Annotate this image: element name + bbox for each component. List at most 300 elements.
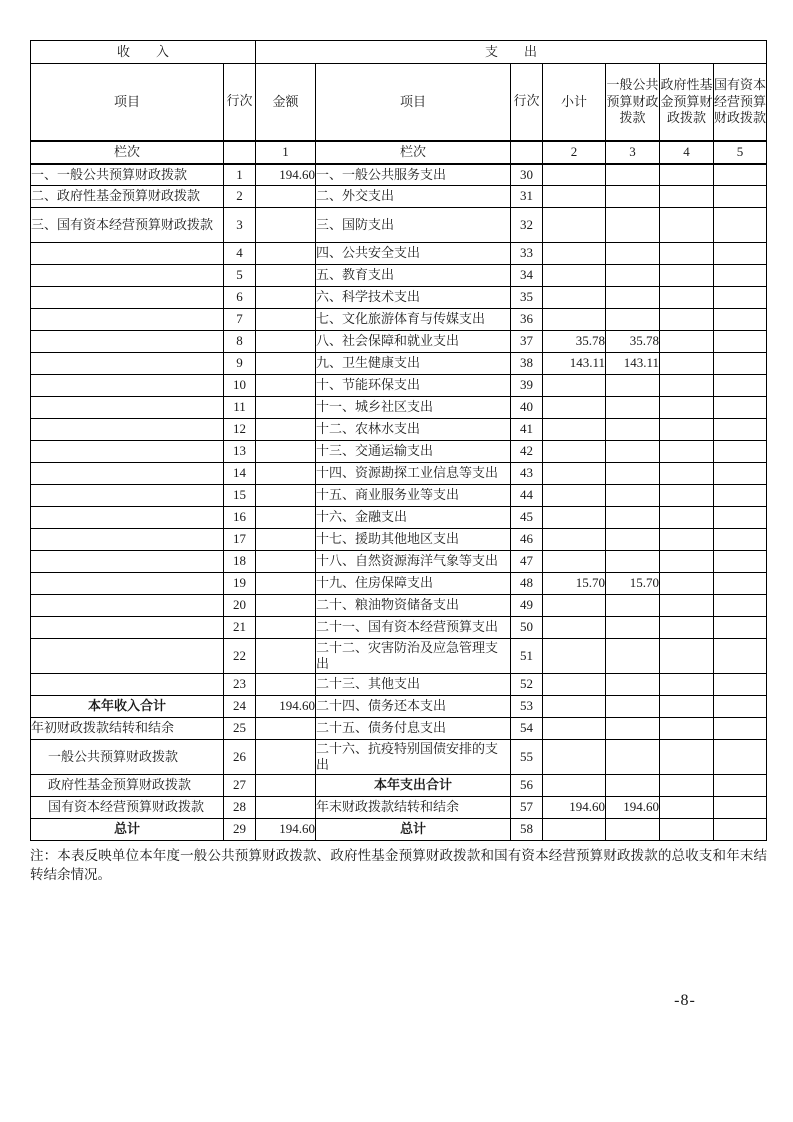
table-row [31,507,767,529]
expense-general-budget-cell [606,265,660,287]
expense-item-cell: 十七、援助其他地区支出 [316,529,511,551]
expense-rowno-cell: 42 [511,441,543,463]
table-row [31,674,767,696]
expense-gov-fund-cell [660,265,714,287]
expense-rowno-cell: 43 [511,463,543,485]
expense-item-cell: 年末财政拨款结转和结余 [316,797,511,819]
expense-subtotal-cell [543,208,606,243]
expense-item-cell: 十、节能环保支出 [316,375,511,397]
expense-subtotal-cell [543,309,606,331]
table-row [31,419,767,441]
income-rowno-cell: 18 [224,551,256,573]
expense-gov-fund-cell [660,617,714,639]
expense-gov-fund-cell [660,507,714,529]
expense-subtotal-cell [543,551,606,573]
income-item-cell [31,507,224,529]
income-rowno-cell: 1 [224,164,256,186]
lanci-expense-label: 栏次 [316,141,511,164]
lanci-income-rowno-blank [224,141,256,164]
expense-state-capital-cell [714,617,767,639]
expense-item-cell: 八、社会保障和就业支出 [316,331,511,353]
expense-item-cell: 六、科学技术支出 [316,287,511,309]
income-amount-cell [256,529,316,551]
expense-state-capital-cell [714,309,767,331]
expense-gov-fund-cell [660,485,714,507]
income-item-cell [31,375,224,397]
expense-gov-fund-cell [660,551,714,573]
expense-gov-fund-cell [660,639,714,674]
expense-state-capital-cell [714,375,767,397]
expense-item-cell: 一、一般公共服务支出 [316,164,511,186]
expense-state-capital-cell [714,419,767,441]
column-index-5: 5 [714,141,767,164]
expense-subtotal-cell [543,740,606,775]
expense-subtotal-cell [543,397,606,419]
income-item-cell [31,485,224,507]
income-item-cell [31,419,224,441]
table-row [31,595,767,617]
expense-general-budget-cell: 143.11 [606,353,660,375]
expense-group-header: 支 出 [256,41,767,64]
table-row [31,331,767,353]
expense-state-capital-cell [714,441,767,463]
expense-state-capital-cell [714,674,767,696]
expense-item-cell: 十二、农林水支出 [316,419,511,441]
table-row [31,287,767,309]
expense-rowno-cell: 58 [511,819,543,841]
income-item-cell: 总计 [31,819,224,841]
expense-general-budget-cell [606,507,660,529]
table-row [31,375,767,397]
expense-item-cell: 二十五、债务付息支出 [316,718,511,740]
expense-subtotal-cell [543,595,606,617]
expense-general-budget-cell [606,617,660,639]
col-header-subtotal: 小计 [543,64,606,141]
income-item-cell [31,617,224,639]
income-amount-cell [256,775,316,797]
expense-subtotal-cell [543,775,606,797]
table-row [31,208,767,243]
income-amount-cell [256,674,316,696]
expense-state-capital-cell [714,696,767,718]
table-row [31,243,767,265]
expense-rowno-cell: 54 [511,718,543,740]
income-rowno-cell: 3 [224,208,256,243]
income-rowno-cell: 2 [224,186,256,208]
income-item-cell [31,309,224,331]
expense-subtotal-cell [543,507,606,529]
income-item-cell: 政府性基金预算财政拨款 [31,775,224,797]
expense-rowno-cell: 53 [511,696,543,718]
expense-rowno-cell: 35 [511,287,543,309]
income-amount-cell: 194.60 [256,164,316,186]
expense-state-capital-cell [714,265,767,287]
expense-general-budget-cell: 194.60 [606,797,660,819]
expense-rowno-cell: 50 [511,617,543,639]
expense-rowno-cell: 30 [511,164,543,186]
expense-general-budget-cell [606,819,660,841]
expense-gov-fund-cell [660,353,714,375]
table-column-header-row [31,64,767,141]
expense-item-cell: 二十四、债务还本支出 [316,696,511,718]
expense-general-budget-cell [606,718,660,740]
col-header-expense-item: 项目 [316,64,511,141]
income-amount-cell [256,595,316,617]
income-amount-cell [256,639,316,674]
expense-rowno-cell: 32 [511,208,543,243]
table-row [31,551,767,573]
income-amount-cell [256,309,316,331]
income-rowno-cell: 29 [224,819,256,841]
table-row [31,718,767,740]
expense-subtotal-cell [543,463,606,485]
expense-general-budget-cell: 15.70 [606,573,660,595]
table-row [31,617,767,639]
expense-general-budget-cell [606,551,660,573]
expense-state-capital-cell [714,164,767,186]
expense-general-budget-cell: 35.78 [606,331,660,353]
expense-state-capital-cell [714,331,767,353]
income-amount-cell [256,265,316,287]
income-item-cell: 年初财政拨款结转和结余 [31,718,224,740]
expense-rowno-cell: 33 [511,243,543,265]
expense-state-capital-cell [714,287,767,309]
table-row [31,573,767,595]
expense-rowno-cell: 51 [511,639,543,674]
expense-subtotal-cell [543,164,606,186]
expense-subtotal-cell [543,485,606,507]
income-amount-cell [256,797,316,819]
expense-item-cell: 二十六、抗疫特别国债安排的支出 [316,740,511,775]
income-rowno-cell: 4 [224,243,256,265]
income-item-cell: 一般公共预算财政拨款 [31,740,224,775]
income-item-cell [31,463,224,485]
income-amount-cell [256,718,316,740]
expense-general-budget-cell [606,287,660,309]
expense-rowno-cell: 41 [511,419,543,441]
expense-state-capital-cell [714,529,767,551]
col-header-state-capital-budget: 国有资本经营预算财政拨款 [714,64,767,141]
expense-subtotal-cell [543,287,606,309]
income-rowno-cell: 6 [224,287,256,309]
income-rowno-cell: 22 [224,639,256,674]
expense-state-capital-cell [714,718,767,740]
income-rowno-cell: 8 [224,331,256,353]
col-header-income-item: 项目 [31,64,224,141]
table-row [31,186,767,208]
income-amount-cell [256,551,316,573]
expense-gov-fund-cell [660,208,714,243]
income-item-cell [31,331,224,353]
table-row [31,441,767,463]
expense-gov-fund-cell [660,397,714,419]
expense-subtotal-cell [543,674,606,696]
expense-gov-fund-cell [660,696,714,718]
expense-subtotal-cell [543,243,606,265]
expense-item-cell: 四、公共安全支出 [316,243,511,265]
income-amount-cell [256,208,316,243]
expense-general-budget-cell [606,674,660,696]
expense-item-cell: 十五、商业服务业等支出 [316,485,511,507]
income-rowno-cell: 7 [224,309,256,331]
expense-state-capital-cell [714,573,767,595]
income-item-cell [31,595,224,617]
income-rowno-cell: 17 [224,529,256,551]
expense-gov-fund-cell [660,441,714,463]
income-amount-cell [256,397,316,419]
income-rowno-cell: 5 [224,265,256,287]
expense-general-budget-cell [606,164,660,186]
expense-state-capital-cell [714,819,767,841]
expense-subtotal-cell: 35.78 [543,331,606,353]
expense-item-cell: 本年支出合计 [316,775,511,797]
expense-subtotal-cell [543,819,606,841]
column-index-3: 3 [606,141,660,164]
income-group-header: 收 入 [31,41,256,64]
income-item-cell: 一、一般公共预算财政拨款 [31,164,224,186]
expense-gov-fund-cell [660,287,714,309]
table-row [31,485,767,507]
expense-state-capital-cell [714,595,767,617]
expense-general-budget-cell [606,441,660,463]
income-item-cell [31,441,224,463]
income-amount-cell [256,375,316,397]
expense-rowno-cell: 34 [511,265,543,287]
table-row [31,463,767,485]
expense-general-budget-cell [606,186,660,208]
expense-subtotal-cell [543,718,606,740]
table-row [31,353,767,375]
expense-gov-fund-cell [660,463,714,485]
expense-rowno-cell: 40 [511,397,543,419]
expense-item-cell: 二十三、其他支出 [316,674,511,696]
expense-general-budget-cell [606,309,660,331]
income-rowno-cell: 16 [224,507,256,529]
expense-item-cell: 五、教育支出 [316,265,511,287]
income-item-cell: 本年收入合计 [31,696,224,718]
table-row [31,265,767,287]
expense-gov-fund-cell [660,740,714,775]
expense-general-budget-cell [606,595,660,617]
expense-state-capital-cell [714,485,767,507]
table-row [31,775,767,797]
income-item-cell [31,243,224,265]
income-amount-cell [256,617,316,639]
expense-gov-fund-cell [660,573,714,595]
table-row [31,740,767,775]
expense-gov-fund-cell [660,529,714,551]
expense-subtotal-cell [543,639,606,674]
expense-item-cell: 十三、交通运输支出 [316,441,511,463]
column-index-1: 1 [256,141,316,164]
table-row [31,819,767,841]
expense-general-budget-cell [606,397,660,419]
income-item-cell [31,674,224,696]
expense-general-budget-cell [606,639,660,674]
income-rowno-cell: 24 [224,696,256,718]
expense-general-budget-cell [606,243,660,265]
expense-item-cell: 七、文化旅游体育与传媒支出 [316,309,511,331]
expense-rowno-cell: 39 [511,375,543,397]
expense-subtotal-cell [543,617,606,639]
table-row [31,164,767,186]
expense-rowno-cell: 55 [511,740,543,775]
income-rowno-cell: 20 [224,595,256,617]
expense-item-cell: 十一、城乡社区支出 [316,397,511,419]
footnote: 注：本表反映单位本年度一般公共预算财政拨款、政府性基金预算财政拨款和国有资本经营预算财政拨款的总收支和年末结转结余情况。 [30,848,767,882]
expense-general-budget-cell [606,419,660,441]
table-row [31,309,767,331]
income-rowno-cell: 25 [224,718,256,740]
expense-rowno-cell: 47 [511,551,543,573]
expense-rowno-cell: 31 [511,186,543,208]
expense-item-cell: 十四、资源勘探工业信息等支出 [316,463,511,485]
income-item-cell [31,639,224,674]
expense-item-cell: 二十、粮油物资储备支出 [316,595,511,617]
expense-rowno-cell: 56 [511,775,543,797]
expense-item-cell: 二、外交支出 [316,186,511,208]
expense-general-budget-cell [606,740,660,775]
income-rowno-cell: 9 [224,353,256,375]
col-header-income-rowno: 行次 [224,64,256,141]
income-item-cell [31,551,224,573]
income-rowno-cell: 28 [224,797,256,819]
expense-item-cell: 十六、金融支出 [316,507,511,529]
expense-subtotal-cell [543,265,606,287]
expense-gov-fund-cell [660,419,714,441]
expense-rowno-cell: 38 [511,353,543,375]
expense-gov-fund-cell [660,309,714,331]
expense-subtotal-cell [543,186,606,208]
expense-state-capital-cell [714,797,767,819]
income-rowno-cell: 14 [224,463,256,485]
income-rowno-cell: 13 [224,441,256,463]
income-item-cell: 国有资本经营预算财政拨款 [31,797,224,819]
budget-summary-table [30,40,767,841]
income-amount-cell: 194.60 [256,819,316,841]
expense-gov-fund-cell [660,375,714,397]
income-amount-cell [256,419,316,441]
expense-general-budget-cell [606,375,660,397]
expense-rowno-cell: 46 [511,529,543,551]
expense-state-capital-cell [714,243,767,265]
expense-item-cell: 三、国防支出 [316,208,511,243]
expense-rowno-cell: 57 [511,797,543,819]
income-amount-cell [256,353,316,375]
expense-gov-fund-cell [660,797,714,819]
expense-gov-fund-cell [660,331,714,353]
expense-subtotal-cell: 194.60 [543,797,606,819]
expense-state-capital-cell [714,397,767,419]
income-amount-cell [256,740,316,775]
expense-item-cell: 二十一、国有资本经营预算支出 [316,617,511,639]
income-rowno-cell: 23 [224,674,256,696]
expense-rowno-cell: 48 [511,573,543,595]
income-amount-cell [256,441,316,463]
income-rowno-cell: 15 [224,485,256,507]
col-header-amount: 金额 [256,64,316,141]
income-item-cell [31,573,224,595]
income-item-cell: 三、国有资本经营预算财政拨款 [31,208,224,243]
expense-state-capital-cell [714,353,767,375]
income-item-cell [31,397,224,419]
expense-subtotal-cell [543,529,606,551]
expense-state-capital-cell [714,507,767,529]
expense-rowno-cell: 52 [511,674,543,696]
income-item-cell [31,353,224,375]
income-amount-cell [256,243,316,265]
lanci-income-label: 栏次 [31,141,224,164]
table-row [31,797,767,819]
col-header-expense-rowno: 行次 [511,64,543,141]
expense-subtotal-cell: 143.11 [543,353,606,375]
expense-subtotal-cell [543,375,606,397]
expense-item-cell: 十八、自然资源海洋气象等支出 [316,551,511,573]
expense-item-cell: 二十二、灾害防治及应急管理支出 [316,639,511,674]
expense-rowno-cell: 37 [511,331,543,353]
expense-state-capital-cell [714,775,767,797]
expense-gov-fund-cell [660,775,714,797]
table-group-header-row [31,41,767,64]
expense-rowno-cell: 45 [511,507,543,529]
expense-subtotal-cell [543,419,606,441]
income-rowno-cell: 27 [224,775,256,797]
expense-gov-fund-cell [660,595,714,617]
expense-rowno-cell: 36 [511,309,543,331]
income-rowno-cell: 11 [224,397,256,419]
table-row [31,397,767,419]
income-item-cell [31,287,224,309]
income-rowno-cell: 21 [224,617,256,639]
expense-state-capital-cell [714,551,767,573]
expense-gov-fund-cell [660,243,714,265]
income-amount-cell [256,331,316,353]
expense-subtotal-cell: 15.70 [543,573,606,595]
expense-state-capital-cell [714,186,767,208]
expense-subtotal-cell [543,696,606,718]
income-item-cell: 二、政府性基金预算财政拨款 [31,186,224,208]
expense-general-budget-cell [606,775,660,797]
income-rowno-cell: 12 [224,419,256,441]
column-index-4: 4 [660,141,714,164]
expense-state-capital-cell [714,208,767,243]
income-amount-cell [256,287,316,309]
page-number: -8- [674,992,696,1009]
income-item-cell [31,529,224,551]
income-rowno-cell: 19 [224,573,256,595]
income-rowno-cell: 26 [224,740,256,775]
expense-gov-fund-cell [660,674,714,696]
expense-general-budget-cell [606,463,660,485]
income-amount-cell [256,186,316,208]
table-row [31,529,767,551]
column-index-row [31,141,767,164]
income-rowno-cell: 10 [224,375,256,397]
expense-rowno-cell: 44 [511,485,543,507]
income-amount-cell [256,507,316,529]
col-header-gov-fund-budget: 政府性基金预算财政拨款 [660,64,714,141]
expense-state-capital-cell [714,740,767,775]
expense-gov-fund-cell [660,186,714,208]
expense-gov-fund-cell [660,164,714,186]
lanci-expense-rowno-blank [511,141,543,164]
income-amount-cell [256,573,316,595]
table-row [31,696,767,718]
table-row [31,639,767,674]
expense-item-cell: 十九、住房保障支出 [316,573,511,595]
expense-state-capital-cell [714,639,767,674]
expense-general-budget-cell [606,696,660,718]
